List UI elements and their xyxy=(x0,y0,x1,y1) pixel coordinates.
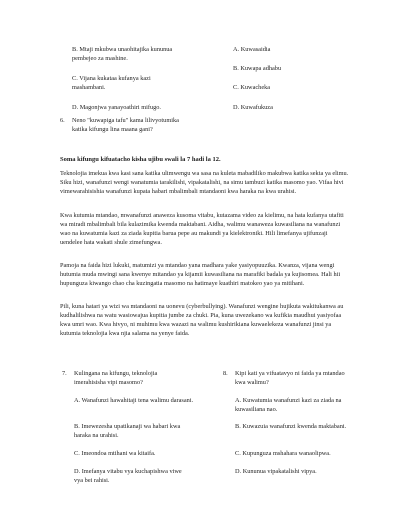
question-7-text: Kulingana na kifungu, teknolojia imerahisisha vipi masomo? xyxy=(74,370,158,386)
q7-option-b: B. Imewezesha upatikanaji wa habari kwa haraka na urahisi. xyxy=(74,423,181,439)
passage-paragraph-3 xyxy=(60,262,350,289)
question-6-number: 6. xyxy=(60,117,65,124)
q6-option-c: C. Kuwacheka xyxy=(233,84,271,91)
q6-option-d: D. Kuwafukuza xyxy=(233,104,273,111)
q8-option-b: B. Kuwazuia wanafunzi kwenda maktabani. xyxy=(235,423,347,430)
question-6 xyxy=(60,117,182,135)
passage-paragraph-2 xyxy=(60,212,350,248)
q6-option-a: A. Kuwasaidia xyxy=(233,46,271,53)
q7-option-d: D. Imefanya vitabu vya kuchapishwa viwe vya bei rahisi. xyxy=(74,468,182,484)
passage-paragraph-1 xyxy=(60,170,350,197)
q5-option-d: D. Magonjwa yanayoathiri mifugo. xyxy=(72,104,162,111)
question-8-number: 8. xyxy=(223,370,228,377)
question-8-text: Kipi kati ya vifuatavyo ni faida ya mtandao kwa walimu? xyxy=(235,370,345,386)
q7-option-c: C. Imeondoa mtihani wa kitaifa. xyxy=(74,450,156,457)
section-heading: Soma kifungu kifuatacho kisha ujibu swali la 7 hadi la 12. xyxy=(60,156,221,163)
q5-option-b: B. Mtaji mkubwa unaohitajika kununua pembejeo za mashine. xyxy=(72,46,173,62)
passage-paragraph-4-text: Pili, kuna hatari ya wizi wa mtandaoni na uonevu (cyberbullying). Wanafunzi wengine hujikuta wakitukanwa au kudhalilishwa na watu wasiowajua kupitia jumbe za chuki. Pia, kuna uwezekano wa kufikia maudhui yasiyofaa kwa umri wao. Kwa hivyo, ni muhimu kwa wazazi na walimu kushirikiana kuwaelekeza wanafunzi jinsi ya kutumia teknolojia kwa njia salama na yenye faida. xyxy=(60,303,344,337)
q8-option-c: C. Kupunguza mshahara wanaolipwa. xyxy=(235,450,331,457)
passage-paragraph-3-text: Pamoja na faida hizi lukuki, matumizi ya mtandao yana madhara yake yasiyopuuzika. Kwanza, vijana wengi hutumia muda mwingi sana kwenye mitandao ya kijamii kuwasiliana na marafiki badala ya kujisomea. Hali hii hupunguza kiwango chao cha kuzingatia masomo na hatimaye kuathiri matokeo yao ya mitihani. xyxy=(60,262,341,287)
passage-paragraph-1-text: Teknolojia imekua kwa kasi sana katika ulimwengu wa sasa na kuleta mabadiliko makubwa katika sekta ya elimu. Siku hizi, wanafunzi wengi wanatumia tarakilishi, vipakatalishi, na simu tambuzi katika masomo yao. Vifaa hivi vimewarahisishia wanafunzi kupata habari mbalimbali mtandaoni kwa haraka na kwa urahisi. xyxy=(60,170,349,195)
passage-paragraph-4 xyxy=(60,303,350,339)
question-8 xyxy=(223,370,345,388)
question-7 xyxy=(62,370,184,388)
q5-option-c: C. Vijana kukataa kufanya kazi mashambani. xyxy=(72,75,151,91)
question-7-number: 7. xyxy=(62,370,67,377)
q7-option-a: A. Wanafunzi hawahitaji tena walimu darasani. xyxy=(74,397,194,404)
q8-option-d: D. Kununua vipakatalishi vipya. xyxy=(235,468,317,475)
q6-option-b: B. Kuwapa adhabu xyxy=(233,65,282,72)
question-6-text: Neno "kuwapiga tafu" kama lilivyotumika katika kifungu lina maana gani? xyxy=(72,117,179,133)
q8-option-a: A. Kuwatumia wanafunzi kazi za ziada na kuwasiliana nao. xyxy=(235,397,342,413)
passage-paragraph-2-text: Kwa kutumia mtandao, mwanafunzi anaweza kusoma vitabu, kutazama video za kielimu, na hata kufanya utafiti wa miradi mbalimbali bila kulazimika kwenda maktabani. Aidha, walimu wanaweza kuwasiliana na wanafunzi wao na kuwatumia kazi za ziada kupitia barua pepe au makundi ya kielektroniki. Hili limefanya ujifunzaji uendelee hata wakati shule zimefungwa. xyxy=(60,212,344,246)
